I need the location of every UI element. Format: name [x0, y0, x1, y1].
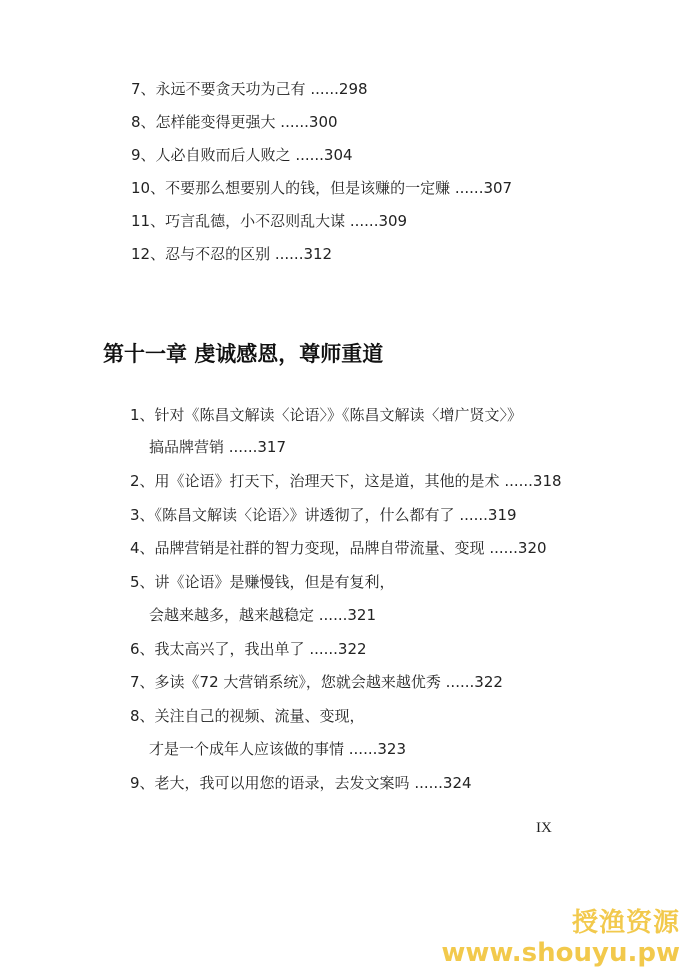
toc-entry-continuation: 才是一个成年人应该做的事情 ......323 [149, 740, 407, 758]
toc-entry: 6、我太高兴了，我出单了 ......322 [130, 640, 367, 658]
toc-entry: 9、人必自败而后人败之 ......304 [131, 146, 353, 164]
watermark-text: 授渔资源 [571, 908, 680, 938]
watermark-url: www.shouyu.pw [441, 938, 680, 968]
toc-entry: 7、永远不要贪天功为己有 ......298 [131, 80, 368, 98]
toc-entry-continuation: 会越来越多，越来越稳定 ......321 [149, 606, 377, 624]
toc-entry: 9、老大，我可以用您的语录，去发文案吗 ......324 [130, 774, 472, 792]
toc-entry: 2、用《论语》打天下，治理天下，这是道，其他的是术 ......318 [130, 472, 562, 490]
toc-entry: 7、多读《72 大营销系统》，您就会越来越优秀 ......322 [130, 673, 503, 691]
toc-entry: 11、巧言乱德，小不忍则乱大谋 ......309 [131, 212, 408, 230]
toc-entry: 10、不要那么想要别人的钱，但是该赚的一定赚 ......307 [131, 179, 513, 197]
toc-entry: 3、《陈昌文解读〈论语〉》讲透彻了，什么都有了 ......319 [130, 506, 517, 524]
toc-entry: 4、品牌营销是社群的智力变现，品牌自带流量、变现 ......320 [130, 539, 547, 557]
toc-entry: 8、怎样能变得更强大 ......300 [131, 113, 338, 131]
toc-entry: 12、忍与不忍的区别 ......312 [131, 245, 333, 263]
toc-entry: 5、讲《论语》是赚慢钱，但是有复利， [130, 573, 395, 591]
chapter-title: 第十一章 虔诚感恩，尊师重道 [103, 341, 384, 366]
toc-entry-continuation: 搞品牌营销 ......317 [149, 438, 287, 456]
toc-entry: 8、关注自己的视频、流量、变现， [130, 707, 365, 725]
page-number: IX [536, 820, 552, 836]
toc-entry: 1、针对《陈昌文解读〈论语〉》《陈昌文解读〈增广贤文〉》 [130, 406, 523, 424]
